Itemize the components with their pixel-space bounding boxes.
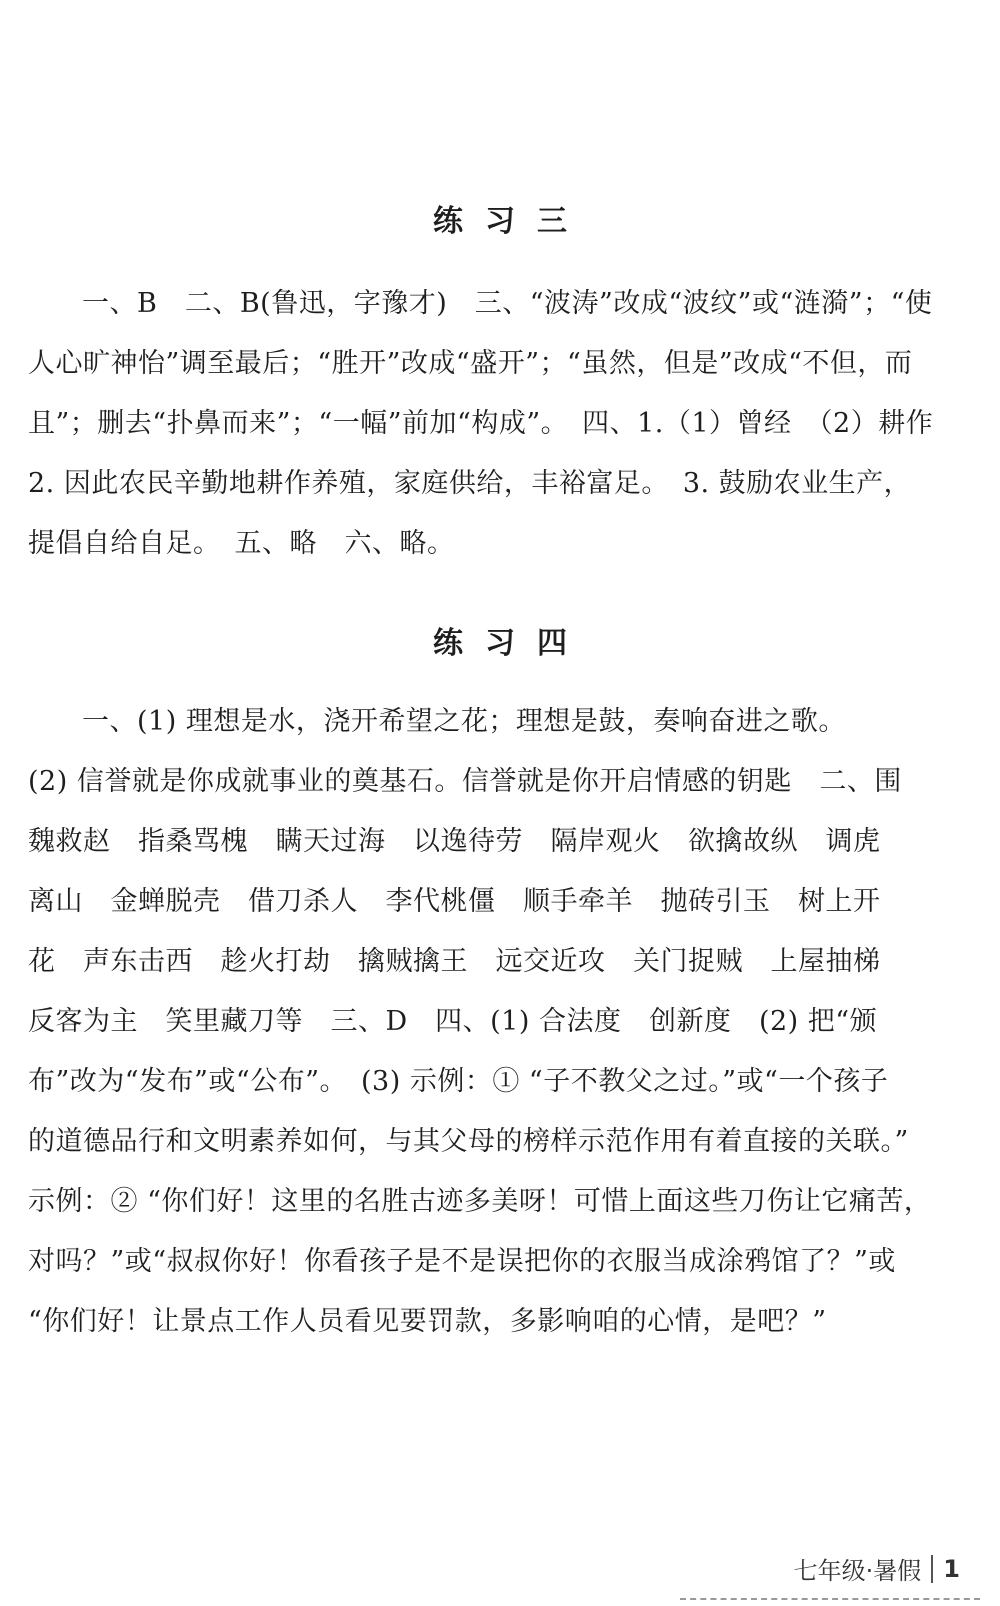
text-line: 提倡自给自足。 五、略 六、略。 bbox=[28, 528, 455, 559]
section-title-4: 练习四 bbox=[433, 626, 589, 661]
text-line: 人心旷神怡”调至最后；“胜开”改成“盛开”；“虽然，但是”改成“不但，而 bbox=[28, 348, 913, 379]
page-footer bbox=[794, 1551, 960, 1586]
footer-divider bbox=[931, 1555, 933, 1583]
text-line: 花 声东击西 趁火打劫 擒贼擒王 远交近攻 关门捉贼 上屋抽梯 bbox=[28, 946, 881, 977]
page-number: 1 bbox=[943, 1554, 960, 1583]
text-line: 一、(1) 理想是水，浇开希望之花；理想是鼓，奏响奋进之歌。 bbox=[82, 706, 846, 737]
section-3-body bbox=[28, 274, 953, 574]
text-line: 且”；删去“扑鼻而来”；“一幅”前加“构成”。 四、1.（1）曾经 （2）耕作 bbox=[28, 408, 934, 439]
text-line: 对吗？”或“叔叔你好！你看孩子是不是误把你的衣服当成涂鸦馆了？”或 bbox=[28, 1246, 896, 1277]
text-line: 的道德品行和文明素养如何，与其父母的榜样示范作用有着直接的关联。” bbox=[28, 1126, 909, 1157]
footer-dashed-rule bbox=[680, 1598, 980, 1600]
text-line: 2. 因此农民辛勤地耕作养殖，家庭供给，丰裕富足。 3. 鼓励农业生产， bbox=[28, 468, 912, 499]
text-line: “你们好！让景点工作人员看见要罚款，多影响咱的心情，是吧？” bbox=[28, 1306, 827, 1337]
section-4-body bbox=[28, 692, 953, 1352]
text-line: 示例：② “你们好！这里的名胜古迹多美呀！可惜上面这些刀伤让它痛苦， bbox=[28, 1186, 932, 1217]
text-line: 反客为主 笑里藏刀等 三、D 四、(1) 合法度 创新度 (2) 把“颁 bbox=[28, 1006, 878, 1037]
text-line: 布”改为“发布”或“公布”。 (3) 示例：① “子不教父之过。”或“一个孩子 bbox=[28, 1066, 889, 1097]
text-line: (2) 信誉就是你成就事业的奠基石。信誉就是你开启情感的钥匙 二、围 bbox=[28, 766, 902, 797]
text-line: 离山 金蝉脱壳 借刀杀人 李代桃僵 顺手牵羊 抛砖引玉 树上开 bbox=[28, 886, 881, 917]
text-line: 一、B 二、B(鲁迅，字豫才) 三、“波涛”改成“波纹”或“涟漪”；“使 bbox=[82, 288, 933, 319]
section-title-3: 练习三 bbox=[433, 204, 589, 239]
text-line: 魏救赵 指桑骂槐 瞒天过海 以逸待劳 隔岸观火 欲擒故纵 调虎 bbox=[28, 826, 881, 857]
grade-label: 七年级·暑假 bbox=[793, 1557, 922, 1585]
